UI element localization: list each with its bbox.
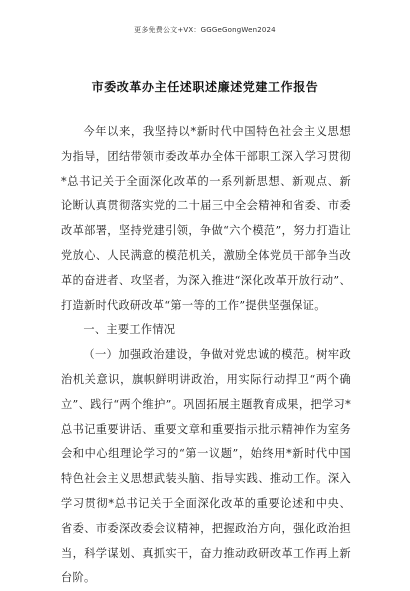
document-title: 市委改革办主任述职述廉述党建工作报告 [91, 80, 319, 94]
section-heading: 一、主要工作情况 [83, 323, 176, 337]
document-body [61, 120, 351, 591]
paragraph-intro: 今年以来，我坚持以*新时代中国特色社会主义思想为指导，团结带领市委改革办全体干部职工深入学习贯彻*总书记关于全面深化改革的一系列新思想、新观点、新论断认真贯彻落实党的二十届三中全会精神和省委、市委改革部署，坚持党建引领，争做“六个模范”，努力打造让党放心、人民满意的模范机关，激励全体党员干部争当改革的奋进者、攻坚者，为深入推进“深化改革开放行动”、打造新时代政研改革“第一等的工作”提供坚强保证。 [61, 125, 351, 312]
paragraph-political-building: （一）加强政治建设，争做对党忠诚的模范。树牢政治机关意识，旗帜鲜明讲政治，用实际行动捍卫“两个确立”、践行“两个维护”。巩固拓展主题教育成果，把学习*总书记重要讲话、重要文章和重要指示批示精神作为室务会和中心组理论学习的“第一议题”，始终用*新时代中国特色社会主义思想武装头脑、指导实践、推动工作。深入学习贯彻*总书记关于全面深化改革的重要论述和中央、省委、市委深改委会议精神，把握政治方向，强化政治担当，科学谋划、真抓实干，奋力推动政研改革工作再上新台阶。 [61, 348, 351, 585]
header-note: 更多免费公文+VX：GGGeGongWen2024 [134, 26, 276, 34]
